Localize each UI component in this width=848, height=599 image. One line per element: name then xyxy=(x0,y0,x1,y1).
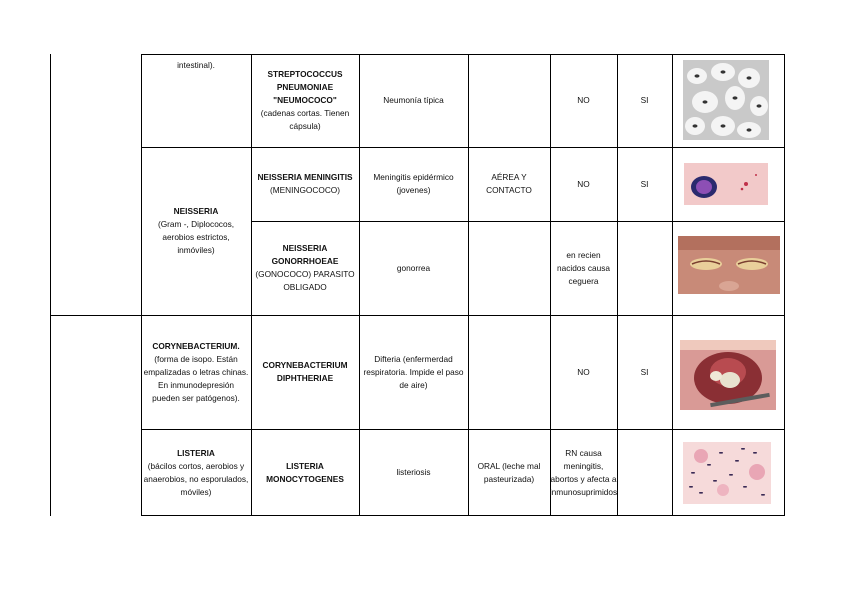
col-a-text: NO xyxy=(577,366,590,377)
transmission-cell xyxy=(468,429,550,516)
group-detail: (bácilos cortos, aerobios y anaerobios, no esporulados, móviles) xyxy=(143,460,249,497)
disease-cell xyxy=(359,147,468,221)
organism-detail: (cadenas cortas. Tienen cápsula) xyxy=(260,108,350,131)
group-detail: (forma de isopo. Están empalizadas o letras chinas. En inmunodepresión pueden ser patógenos). xyxy=(143,353,249,403)
col-a-text: NO xyxy=(577,178,590,189)
organism-name: CORYNEBACTERIUM DIPHTHERIAE xyxy=(262,360,348,383)
group-cell-corynebacterium xyxy=(141,315,251,429)
organism-name: STREPTOCOCCUS PNEUMONIAE "NEUMOCOCO" xyxy=(267,69,343,105)
col-a-text: RN causa meningitis, abortos y afecta a inmunosuprimidos xyxy=(549,447,618,497)
organism-detail: (MENINGOCOCO) xyxy=(269,185,341,195)
group-detail: (Gram -, Diplococos, aerobios estrictos, inmóviles) xyxy=(157,219,235,255)
col-b-cell xyxy=(617,54,672,147)
col-divider xyxy=(672,54,673,516)
organism-name: NEISSERIA GONORRHOEAE xyxy=(271,243,339,266)
outer-left-border xyxy=(50,54,51,516)
col-a-cell xyxy=(550,221,617,315)
transmission-cell xyxy=(468,147,550,221)
disease-cell xyxy=(359,315,468,429)
organism-name: LISTERIA MONOCYTOGENES xyxy=(266,460,344,484)
col-b-text: SI xyxy=(640,178,649,189)
group-name: LISTERIA xyxy=(177,447,215,458)
microscopy-diplococci-image xyxy=(683,60,769,140)
col-a-text: NO xyxy=(577,95,590,105)
organism-cell-meningitis xyxy=(251,147,359,221)
group-cell-listeria xyxy=(141,429,251,516)
col-b-text: SI xyxy=(640,366,649,377)
organism-cell-diphtheriae xyxy=(251,315,359,429)
col-a-cell xyxy=(550,315,617,429)
disease-text: Difteria (enfermerdad respiratoria. Impide el paso de aire) xyxy=(363,353,464,390)
organism-detail: (GONOCOCO) PARASITO OBLIGADO xyxy=(255,269,355,292)
disease-text: Neumonía típica xyxy=(383,95,444,105)
col-a-cell xyxy=(550,147,617,221)
outer-section-divider xyxy=(50,315,141,316)
transmission-text: ORAL (leche mal pasteurizada) xyxy=(477,460,541,484)
disease-text: Meningitis epidérmico (jovenes) xyxy=(373,172,454,195)
newborn-eyes-image xyxy=(678,236,780,294)
disease-cell xyxy=(359,429,468,516)
disease-cell xyxy=(359,54,468,147)
disease-text: gonorrea xyxy=(396,262,431,273)
group-name: NEISSERIA xyxy=(173,206,219,216)
throat-pseudomembrane-image xyxy=(680,340,776,410)
group-text: intestinal). xyxy=(177,59,215,70)
col-b-cell xyxy=(617,315,672,429)
disease-cell xyxy=(359,221,468,315)
organism-cell-monocytogenes xyxy=(251,429,359,516)
organism-cell-pneumoniae xyxy=(251,54,359,147)
col-a-cell xyxy=(550,54,617,147)
listeria-stain-image xyxy=(683,442,771,504)
organism-name: NEISSERIA MENINGITIS xyxy=(257,172,353,182)
group-cell-neisseria xyxy=(141,147,251,315)
col-b-cell xyxy=(617,147,672,221)
col-a-cell xyxy=(550,429,617,516)
organism-cell-gonorrhoeae xyxy=(251,221,359,315)
col-a-text: en recien nacidos causa ceguera xyxy=(556,249,611,286)
col-b-text: SI xyxy=(640,95,649,105)
disease-text: listeriosis xyxy=(396,467,431,477)
group-cell-streptococcus xyxy=(141,54,251,76)
group-name: CORYNEBACTERIUM. xyxy=(152,340,240,351)
transmission-text: AÉREA Y CONTACTO xyxy=(486,172,532,195)
meningococcus-smear-image xyxy=(684,163,768,205)
